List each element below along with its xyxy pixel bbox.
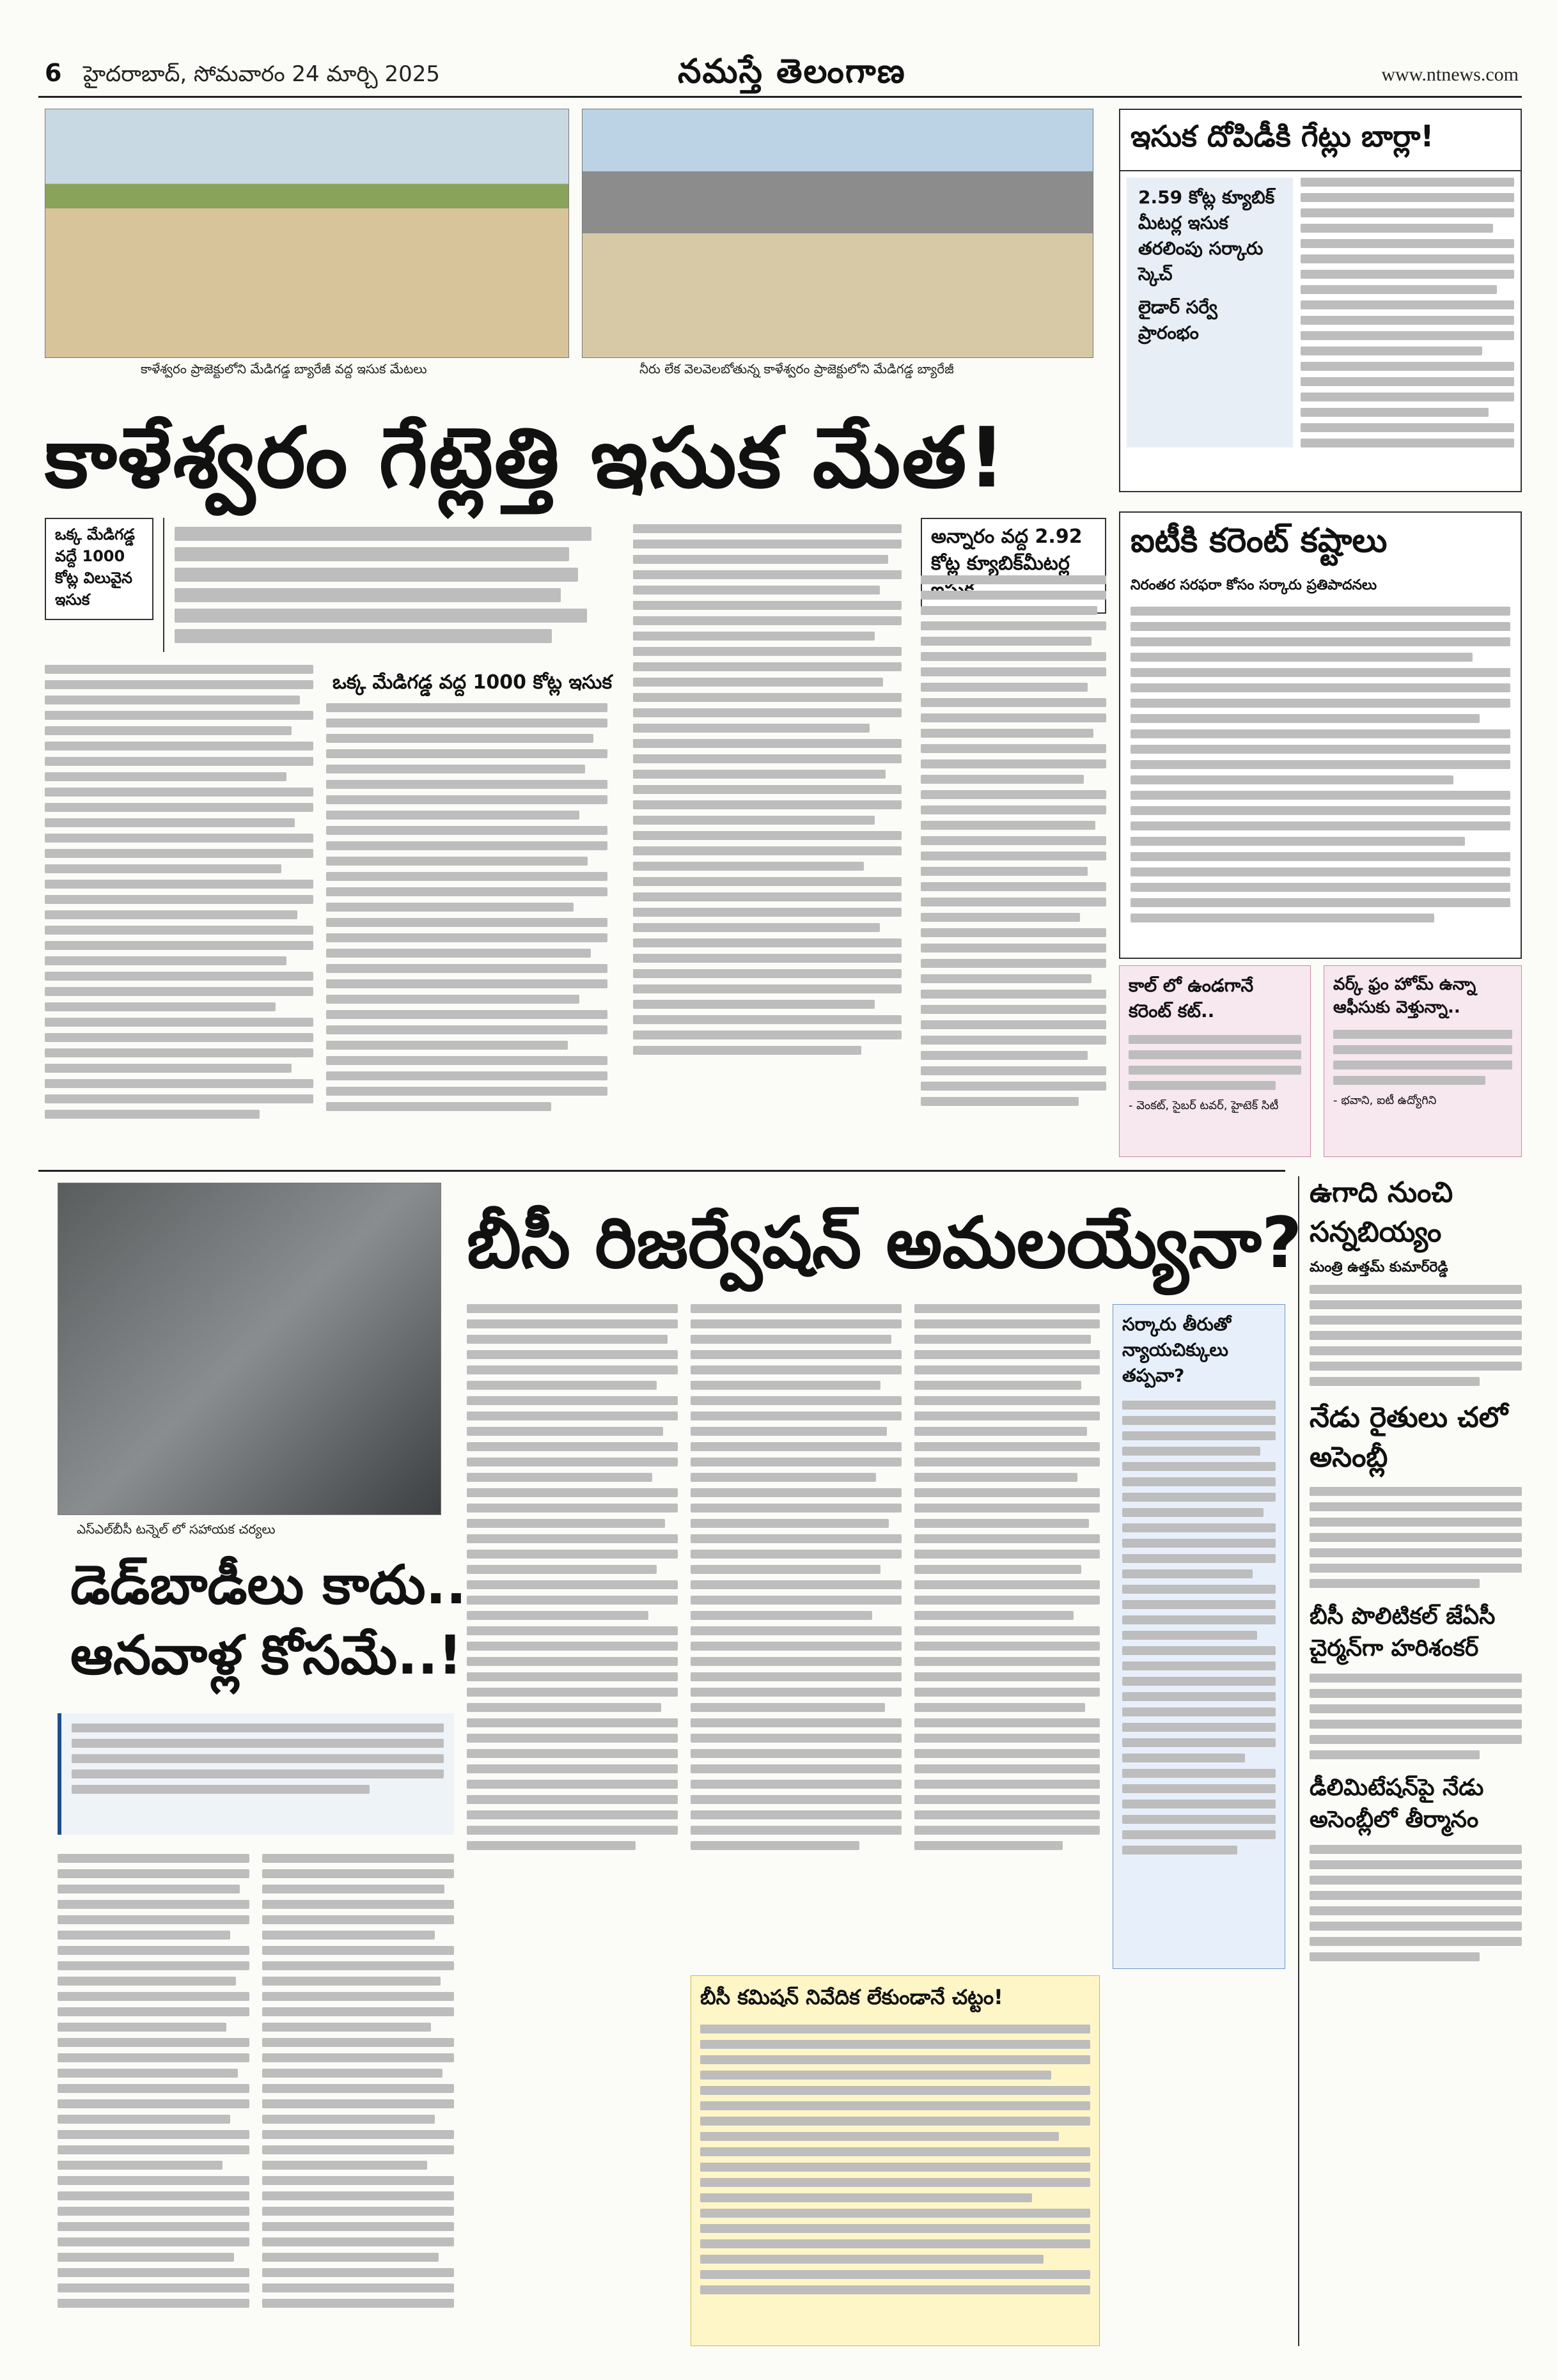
- bc-col-2: [691, 1304, 902, 1850]
- right-item1-bullet: మంత్రి ఉత్తమ్ కుమార్‌రెడ్డి: [1310, 1259, 1448, 1275]
- article-column-3: [633, 524, 902, 1055]
- bc-commission-section: [691, 1975, 1100, 2346]
- subhead-medigadda: ఒక్క మేడిగడ్డ వద్ద 1000 కోట్ల ఇసుక: [333, 671, 613, 694]
- article-column-4: [921, 575, 1106, 1106]
- bc-col-3: [914, 1304, 1100, 1850]
- sand-loot-box: [1119, 109, 1522, 492]
- article-column-2: [326, 703, 607, 1111]
- website-url: www.ntnews.com: [1381, 64, 1519, 85]
- tunnel-headline-1: డెడ్‌బాడీలు కాదు..: [70, 1553, 467, 1616]
- sand-bullet-2: లైడార్ సర్వే ప్రారంభం: [1138, 297, 1217, 343]
- side-label: ఒక్క మేడిగడ్డ వద్దే 1000 కోట్ల విలువైన ఇసుక: [45, 518, 153, 620]
- photo-medigadda-sand: [45, 109, 569, 358]
- bullet-strip: [163, 518, 623, 652]
- main-headline: కాళేశ్వరం గేట్లెత్తి ఇసుక మేత!: [45, 409, 1007, 506]
- bc-col-1: [467, 1304, 678, 1850]
- photo-left-caption: కాళేశ్వరం ప్రాజెక్టులోని మేడిగడ్డ బ్యారేజీ వద్ద ఇసుక మేటలు: [141, 361, 427, 377]
- header-rule: [38, 96, 1522, 98]
- photo-medigadda-gates: [582, 109, 1093, 358]
- sand-bullet-1: 2.59 కోట్ల క్యూబిక్ మీటర్ల ఇసుక తరలింపు సర్కారు స్కెచ్: [1138, 187, 1275, 284]
- page-number: 6: [45, 59, 62, 87]
- quote-title-1: కాల్ లో ఉండగానే కరెంట్ కట్..: [1129, 975, 1254, 1022]
- it-power-box: [1119, 511, 1522, 959]
- right-item1-title: ఉగాది నుంచి సన్నబియ్యం: [1310, 1176, 1453, 1248]
- tunnel-col-2: [262, 1854, 454, 2308]
- tunnel-headline-2: ఆనవాళ్ల కోసమే..!: [70, 1624, 463, 1686]
- section-rule: [38, 1170, 1285, 1172]
- bc-box-title: సర్కారు తీరుతో న్యాయచిక్కులు తప్పవా?: [1122, 1314, 1232, 1386]
- quote-author-1: - వెంకట్, సైబర్ టవర్, హైటెక్ సిటీ: [1129, 1099, 1279, 1112]
- bc-section-title: బీసీ కమిషన్ నివేదిక లేకుండానే చట్టం!: [700, 1985, 1003, 2009]
- quote-box-2: [1324, 965, 1522, 1157]
- tunnel-bullets: [58, 1713, 454, 1835]
- tunnel-col-1: [58, 1854, 249, 2308]
- right-item3-title: బీసీ పొలిటికల్ జేఏసీ చైర్మన్‌గా హరిశంకర్: [1310, 1603, 1496, 1661]
- quote-title-2: వర్క్ ఫ్రం హోమ్ ఉన్నా ఆఫీసుకు వెళ్తున్నా..: [1333, 975, 1476, 1017]
- article-column-1: [45, 665, 313, 1119]
- date-line: హైదరాబాద్, సోమవారం 24 మార్చి 2025: [83, 61, 440, 87]
- paper-name: నమస్తే తెలంగాణ: [678, 52, 906, 91]
- quote-author-2: - భవాని, ఐటీ ఉద్యోగిని: [1333, 1094, 1437, 1107]
- bc-headline: బీసీ రిజర్వేషన్ అమలయ్యేనా?: [467, 1202, 1303, 1284]
- right-news-column: [1298, 1176, 1522, 2346]
- highlight-annaram: అన్నారం వద్ద 2.92 కోట్ల క్యూబిక్‌మీటర్ల: [921, 518, 1106, 614]
- photo-tunnel-rescue: [58, 1183, 441, 1515]
- right-item2-title: నేడు రైతులు చలో అసెంబ్లీ: [1310, 1401, 1508, 1474]
- quote-box-1: [1119, 965, 1311, 1157]
- bc-legal-box: [1113, 1304, 1285, 1969]
- it-box-title: ఐటీకి కరెంట్ కష్టాలు: [1131, 522, 1388, 560]
- right-item4-title: డీలిమిటేషన్‌పై నేడు అసెంబ్లీలో తీర్మానం: [1310, 1775, 1484, 1833]
- it-box-subhead: నిరంతర సరఫరా కోసం సర్కారు ప్రతిపాదనలు: [1131, 577, 1377, 593]
- photo-right-caption: నీరు లేక వెలవెలబోతున్న కాళేశ్వరం ప్రాజెక్టులోని మేడిగడ్డ బ్యారేజీ: [639, 361, 954, 377]
- sand-box-title: ఇసుక దోపిడీకి గేట్లు బార్లా!: [1120, 110, 1521, 171]
- tunnel-photo-caption: ఎస్ఎల్‌బీసీ టన్నెల్ లో సహాయక చర్యలు: [77, 1521, 276, 1537]
